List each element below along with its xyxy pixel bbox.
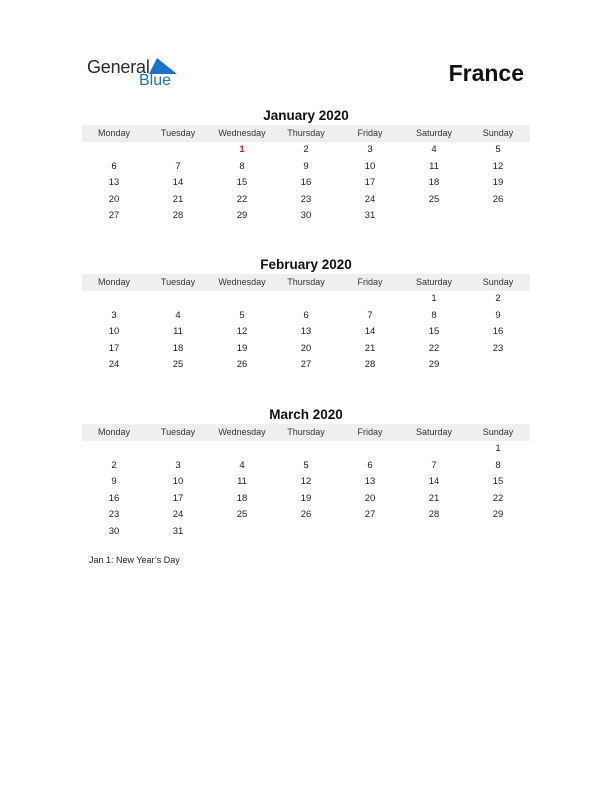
day-cell: 29	[428, 359, 440, 371]
month-calendar	[82, 107, 530, 225]
empty-day-cell	[146, 291, 210, 308]
week-row	[82, 474, 530, 491]
day-cell: 7	[367, 309, 373, 321]
day-cell: 1	[431, 293, 437, 304]
day-cell: 11	[237, 476, 247, 488]
day-cell: 4	[431, 144, 437, 155]
day-cell: 19	[492, 177, 504, 189]
country-title: France	[448, 60, 524, 86]
weekday-label: Sunday	[482, 128, 514, 138]
week-row	[82, 159, 530, 176]
day-cell: 17	[364, 177, 376, 189]
week-row	[82, 175, 530, 192]
day-cell: 22	[428, 342, 440, 354]
day-cell: 29	[492, 509, 504, 521]
logo-text-general: General	[87, 57, 150, 77]
weekday-label: Tuesday	[160, 277, 196, 287]
weekday-label: Wednesday	[218, 277, 266, 287]
day-cell: 28	[364, 359, 376, 371]
day-cell: 1	[239, 144, 245, 155]
day-cell: 12	[300, 476, 312, 488]
weekday-label: Tuesday	[160, 128, 196, 138]
weekday-label: Monday	[97, 128, 131, 138]
empty-day-cell	[210, 441, 274, 458]
weekday-label: Thursday	[287, 427, 325, 437]
day-cell: 25	[172, 359, 184, 371]
empty-day-cell	[466, 208, 530, 225]
holiday-notes	[89, 555, 180, 565]
day-cell: 13	[300, 326, 312, 338]
weekday-header-row	[82, 274, 530, 291]
day-cell: 21	[428, 492, 440, 504]
weekday-label: Saturday	[415, 427, 453, 437]
empty-day-cell	[210, 291, 274, 308]
day-cell: 26	[236, 359, 248, 371]
weekday-header-row	[82, 424, 530, 441]
day-cell: 23	[492, 342, 504, 354]
header	[0, 0, 612, 100]
day-cell: 7	[175, 160, 181, 172]
day-cell: 21	[364, 342, 376, 354]
weekday-label: Thursday	[287, 277, 325, 287]
day-cell: 20	[364, 492, 376, 504]
day-cell: 17	[108, 342, 120, 354]
weekday-label: Wednesday	[218, 128, 266, 138]
day-cell: 13	[364, 476, 376, 488]
day-cell: 12	[492, 160, 504, 172]
day-cell: 20	[300, 342, 312, 354]
day-cell: 9	[495, 309, 501, 321]
day-cell: 10	[364, 160, 376, 172]
day-cell: 8	[431, 309, 437, 321]
day-cell: 15	[428, 326, 440, 338]
day-cell: 2	[111, 459, 117, 471]
weekday-header-row	[82, 125, 530, 142]
day-cell: 14	[364, 326, 376, 338]
empty-day-cell	[82, 142, 146, 159]
day-cell: 11	[173, 326, 183, 338]
generalblue-logo	[87, 55, 197, 95]
day-cell: 9	[303, 160, 309, 172]
day-cell: 22	[236, 193, 248, 205]
week-row	[82, 341, 530, 358]
day-cell: 18	[172, 342, 184, 354]
day-cell: 5	[239, 309, 245, 321]
week-row	[82, 507, 530, 524]
month-calendar	[82, 406, 530, 541]
day-cell: 3	[175, 459, 181, 471]
empty-day-cell	[274, 441, 338, 458]
day-cell: 27	[300, 359, 312, 371]
empty-day-cell	[82, 441, 146, 458]
empty-day-cell	[210, 524, 274, 541]
day-cell: 19	[300, 492, 312, 504]
empty-day-cell	[338, 441, 402, 458]
weekday-label: Monday	[97, 277, 131, 287]
day-cell: 1	[495, 443, 501, 454]
weekday-label: Sunday	[482, 277, 514, 287]
day-cell: 11	[429, 160, 439, 172]
day-cell: 6	[367, 459, 373, 471]
week-row	[82, 324, 530, 341]
day-cell: 2	[303, 144, 309, 155]
day-cell: 6	[111, 160, 117, 172]
day-cell: 4	[239, 459, 245, 471]
day-cell: 15	[492, 476, 504, 488]
weekday-label: Friday	[357, 427, 383, 437]
day-cell: 21	[172, 193, 184, 205]
week-row	[82, 357, 530, 374]
week-row	[82, 291, 530, 308]
day-cell: 3	[111, 309, 117, 321]
day-cell: 5	[303, 459, 309, 471]
empty-day-cell	[146, 441, 210, 458]
day-cell: 2	[495, 293, 501, 304]
weekday-label: Saturday	[415, 277, 453, 287]
weekday-label: Wednesday	[218, 427, 266, 437]
week-row	[82, 192, 530, 209]
day-cell: 19	[236, 342, 248, 354]
empty-day-cell	[466, 357, 530, 374]
month-title: February 2020	[260, 257, 352, 272]
empty-day-cell	[466, 524, 530, 541]
day-cell: 8	[239, 160, 245, 172]
day-cell: 6	[303, 309, 309, 321]
month-calendar	[82, 256, 530, 374]
week-row	[82, 441, 530, 458]
day-cell: 27	[364, 509, 376, 521]
weekday-label: Monday	[97, 427, 131, 437]
day-cell: 9	[111, 476, 117, 488]
day-cell: 4	[175, 309, 181, 321]
day-cell: 26	[300, 509, 312, 521]
day-cell: 10	[108, 326, 120, 338]
week-row	[82, 524, 530, 541]
weekday-label: Tuesday	[160, 427, 196, 437]
week-row	[82, 458, 530, 475]
week-row	[82, 142, 530, 159]
day-cell: 22	[492, 492, 504, 504]
day-cell: 24	[364, 193, 376, 205]
logo-text-blue: Blue	[139, 72, 172, 89]
day-cell: 7	[431, 459, 437, 471]
day-cell: 10	[172, 476, 184, 488]
empty-day-cell	[402, 208, 466, 225]
day-cell: 5	[495, 144, 501, 155]
day-cell: 27	[108, 210, 120, 222]
holiday-note: Jan 1: New Year’s Day	[89, 555, 180, 565]
month-title: March 2020	[269, 407, 343, 422]
day-cell: 23	[300, 193, 312, 205]
empty-day-cell	[338, 524, 402, 541]
empty-day-cell	[338, 291, 402, 308]
weekday-label: Thursday	[287, 128, 325, 138]
week-row	[82, 208, 530, 225]
day-cell: 18	[236, 492, 248, 504]
week-row	[82, 491, 530, 508]
empty-day-cell	[402, 524, 466, 541]
day-cell: 24	[172, 509, 184, 521]
empty-day-cell	[402, 441, 466, 458]
day-cell: 12	[236, 326, 248, 338]
day-cell: 14	[428, 476, 440, 488]
day-cell: 26	[492, 193, 504, 205]
day-cell: 17	[172, 492, 184, 504]
day-cell: 23	[108, 509, 120, 521]
day-cell: 8	[495, 459, 501, 471]
day-cell: 20	[108, 193, 120, 205]
weekday-label: Saturday	[415, 128, 453, 138]
month-title: January 2020	[263, 108, 349, 123]
day-cell: 24	[108, 359, 120, 371]
weekday-label: Friday	[357, 277, 383, 287]
day-cell: 28	[428, 509, 440, 521]
week-row	[82, 308, 530, 325]
day-cell: 16	[492, 326, 504, 338]
day-cell: 16	[108, 492, 120, 504]
day-cell: 28	[172, 210, 184, 222]
empty-day-cell	[82, 291, 146, 308]
day-cell: 31	[364, 210, 376, 222]
day-cell: 3	[367, 144, 373, 155]
day-cell: 30	[108, 525, 120, 537]
day-cell: 29	[236, 210, 248, 222]
weekday-label: Sunday	[482, 427, 514, 437]
day-cell: 13	[108, 177, 120, 189]
day-cell: 16	[300, 177, 312, 189]
day-cell: 25	[236, 509, 248, 521]
day-cell: 31	[172, 525, 184, 537]
day-cell: 18	[428, 177, 440, 189]
empty-day-cell	[146, 142, 210, 159]
day-cell: 25	[428, 193, 440, 205]
day-cell: 14	[172, 177, 184, 189]
empty-day-cell	[274, 524, 338, 541]
empty-day-cell	[274, 291, 338, 308]
weekday-label: Friday	[357, 128, 383, 138]
day-cell: 30	[300, 210, 312, 222]
day-cell: 15	[236, 177, 248, 189]
